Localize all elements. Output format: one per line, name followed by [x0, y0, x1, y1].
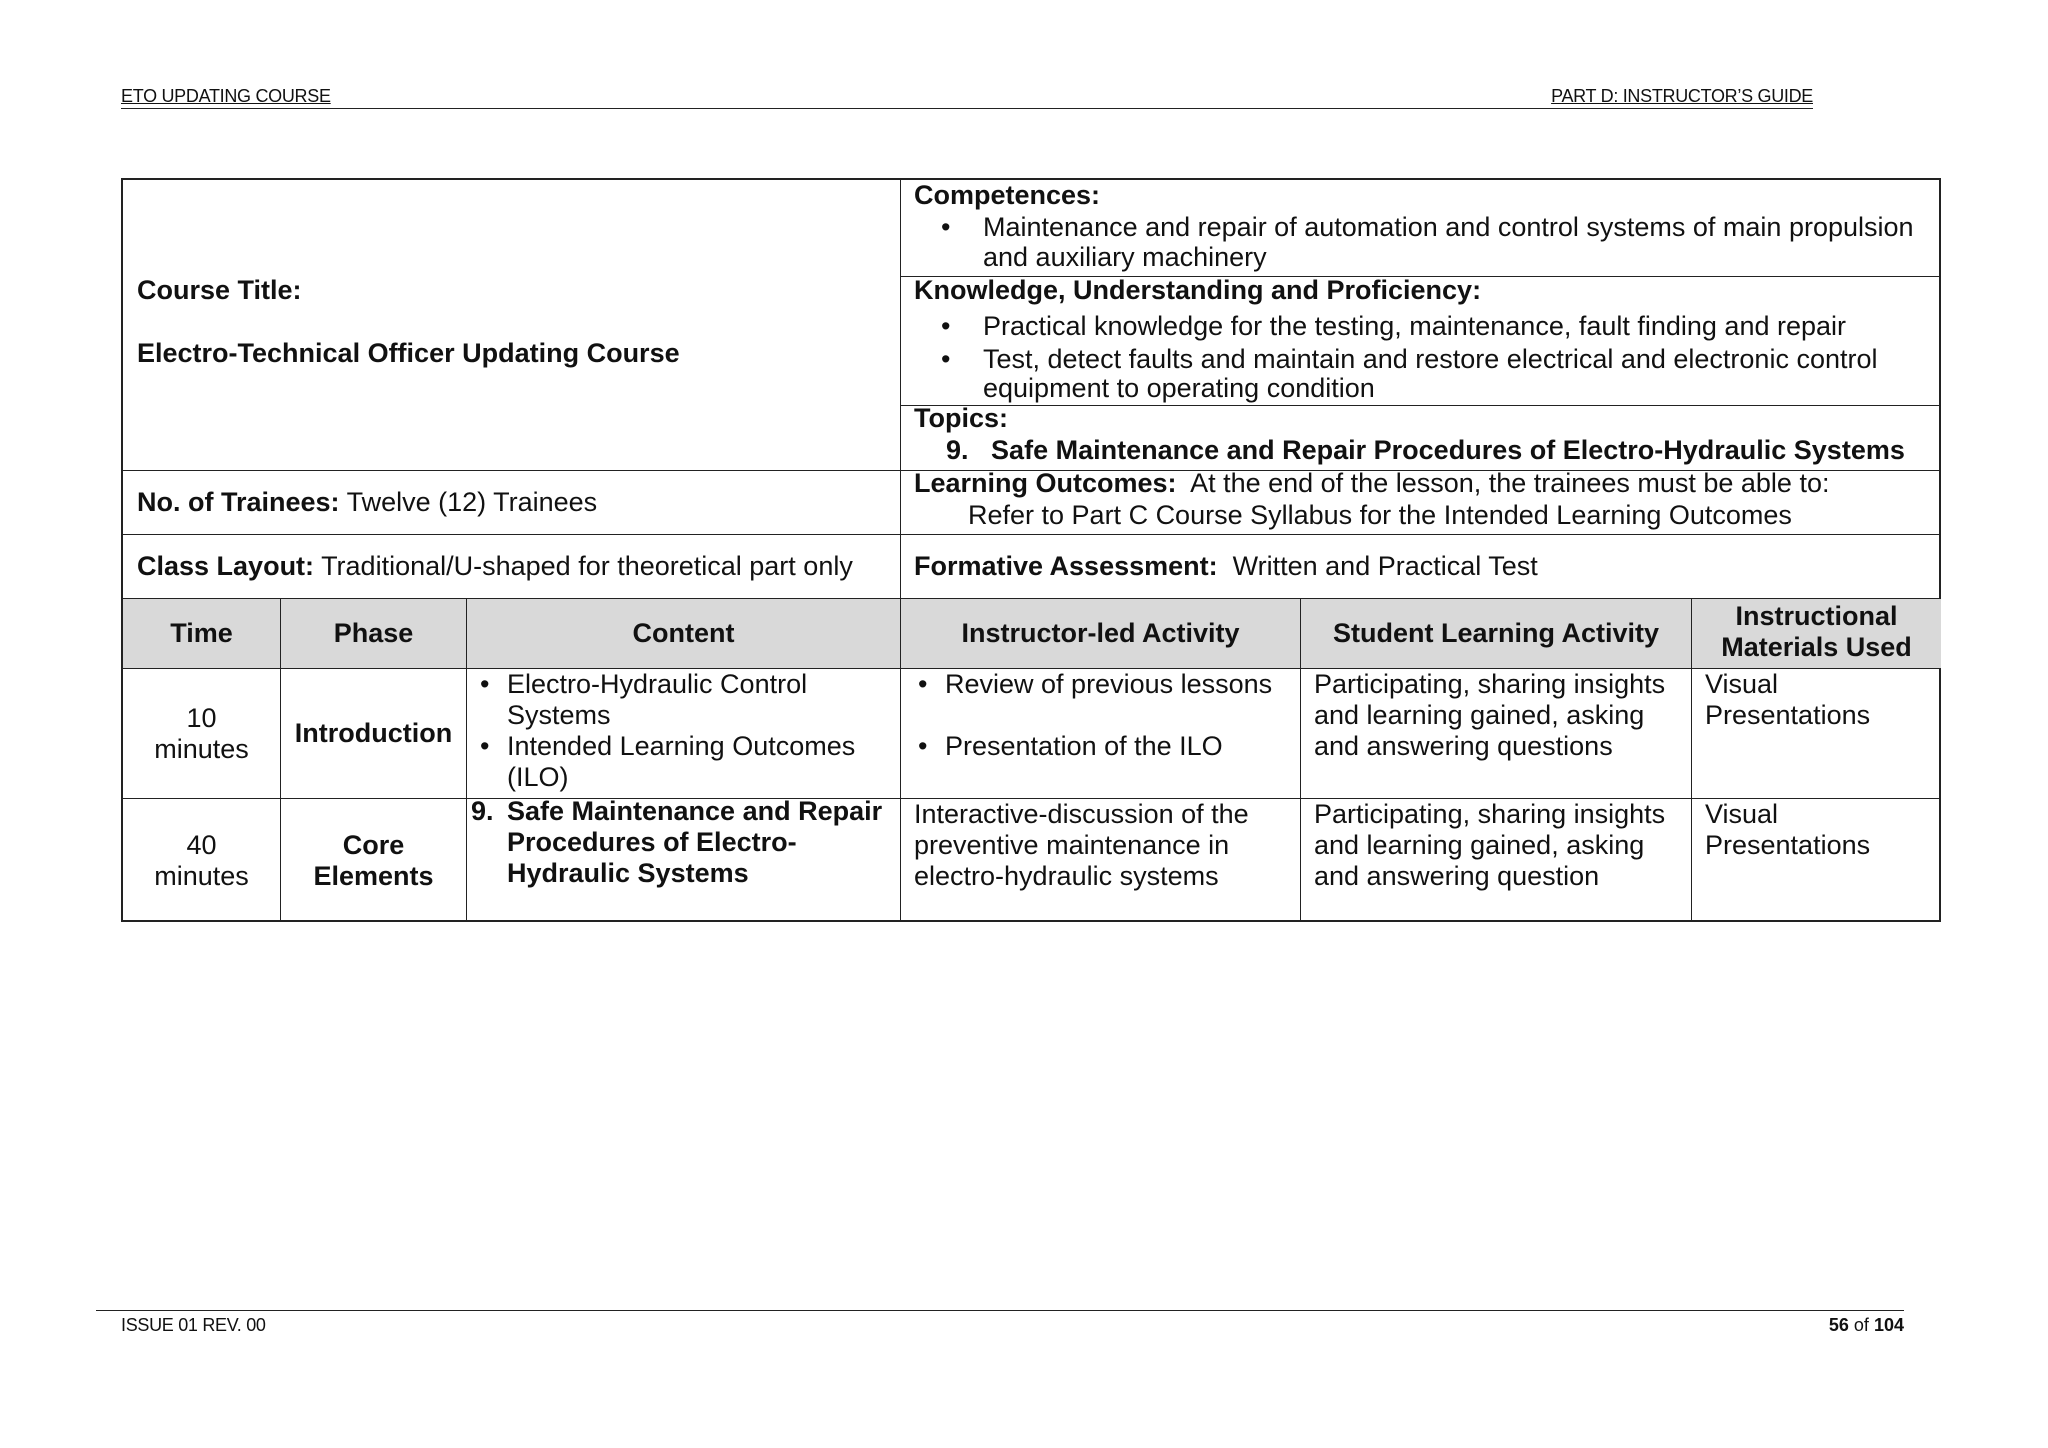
bullet-icon: •: [941, 311, 951, 341]
assessment-label: Formative Assessment:: [914, 551, 1218, 581]
trainees-value: Twelve (12) Trainees: [346, 487, 598, 517]
table-row-2-student-activity: Participating, sharing insights and learning gained, asking and answering question: [1300, 798, 1691, 922]
competences-item-cont: and auxiliary machinery: [983, 242, 1267, 272]
topics-label: Topics:: [914, 403, 1008, 433]
competences-cell: [900, 180, 1941, 276]
table-row-2-phase: Core Elements: [280, 798, 466, 922]
list-item: • Presentation of the ILO: [918, 731, 1223, 761]
table-row-1-student-activity: Participating, sharing insights and learning gained, asking and answering questions: [1300, 668, 1691, 798]
bullet-icon: •: [480, 731, 490, 761]
list-item: • Intended Learning Outcomes: [480, 731, 856, 761]
knowledge-label: Knowledge, Understanding and Proficiency:: [914, 275, 1482, 305]
table-row-2-content: 9. Safe Maintenance and Repair Procedures of Electro- Hydraulic Systems: [466, 798, 900, 922]
course-title-cell: [123, 180, 900, 470]
column-header-time: Time: [123, 598, 280, 668]
page-footer: [96, 1310, 1904, 1335]
table-row-1-time: 10 minutes: [123, 668, 280, 798]
table-row-1-instructor-activity: [900, 668, 1300, 798]
page-number: 56 of 104: [1828, 1315, 1904, 1335]
bullet-icon: •: [918, 669, 928, 699]
class-layout-value: Traditional/U-shaped for theoretical part only: [321, 551, 853, 581]
table-row-1-phase: Introduction: [280, 668, 466, 798]
bullet-icon: •: [941, 344, 951, 374]
learning-outcomes-intro: At the end of the lesson, the trainees must be able to:: [1190, 468, 1830, 498]
column-header-materials: Instructional Materials Used: [1691, 598, 1941, 668]
course-title-value: Electro-Technical Officer Updating Course: [137, 338, 680, 368]
knowledge-item: • Test, detect faults and maintain and restore electrical and electronic control: [941, 344, 1878, 374]
course-title-label: Course Title:: [137, 275, 302, 305]
header-part-name: PART D: INSTRUCTOR’S GUIDE: [1551, 86, 1813, 106]
topics-cell: [900, 405, 1941, 470]
knowledge-item-cont: equipment to operating condition: [983, 373, 1375, 403]
class-layout-cell: [123, 534, 900, 598]
assessment-value: Written and Practical Test: [1232, 551, 1538, 581]
bullet-icon: •: [918, 731, 928, 761]
header-course-name: ETO UPDATING COURSE: [121, 86, 331, 106]
table-row-1-materials: Visual Presentations: [1691, 668, 1941, 798]
trainees-cell: [123, 470, 900, 534]
page-header: [121, 88, 1813, 109]
list-item: • Electro-Hydraulic Control: [480, 669, 808, 699]
competences-label: Competences:: [914, 180, 1101, 210]
competences-item: • Maintenance and repair of automation and control systems of main propulsion: [941, 212, 1914, 242]
learning-outcomes-text: Refer to Part C Course Syllabus for the Intended Learning Outcomes: [968, 500, 1792, 530]
table-row-2-instructor-activity: Interactive-discussion of the preventive maintenance in electro-hydraulic systems: [900, 798, 1300, 922]
knowledge-item: • Practical knowledge for the testing, maintenance, fault finding and repair: [941, 311, 1847, 341]
class-layout-label: Class Layout:: [137, 551, 315, 581]
knowledge-cell: [900, 276, 1941, 405]
footer-issue: ISSUE 01 REV. 00: [121, 1315, 266, 1335]
topic-item: 9. Safe Maintenance and Repair Procedures of Electro-Hydraulic Systems: [946, 435, 1905, 465]
learning-outcomes-label: Learning Outcomes:: [914, 468, 1177, 498]
bullet-icon: •: [941, 212, 951, 242]
learning-outcomes-cell: [900, 470, 1941, 534]
column-header-instructor-activity: Instructor-led Activity: [900, 598, 1300, 668]
table-row-2-time: 40 minutes: [123, 798, 280, 922]
column-header-content: Content: [466, 598, 900, 668]
assessment-cell: [900, 534, 1941, 598]
table-row-2-materials: Visual Presentations: [1691, 798, 1941, 922]
table-row-1-content: • Electro-Hydraulic Control Systems • Intended Learning Outcomes (ILO): [466, 668, 900, 798]
lesson-plan-table: [121, 178, 1941, 922]
column-header-student-activity: Student Learning Activity: [1300, 598, 1691, 668]
column-header-phase: Phase: [280, 598, 466, 668]
trainees-label: No. of Trainees:: [137, 487, 340, 517]
list-item: • Review of previous lessons: [918, 669, 1273, 699]
bullet-icon: •: [480, 669, 490, 699]
content-number: 9.: [471, 796, 494, 826]
